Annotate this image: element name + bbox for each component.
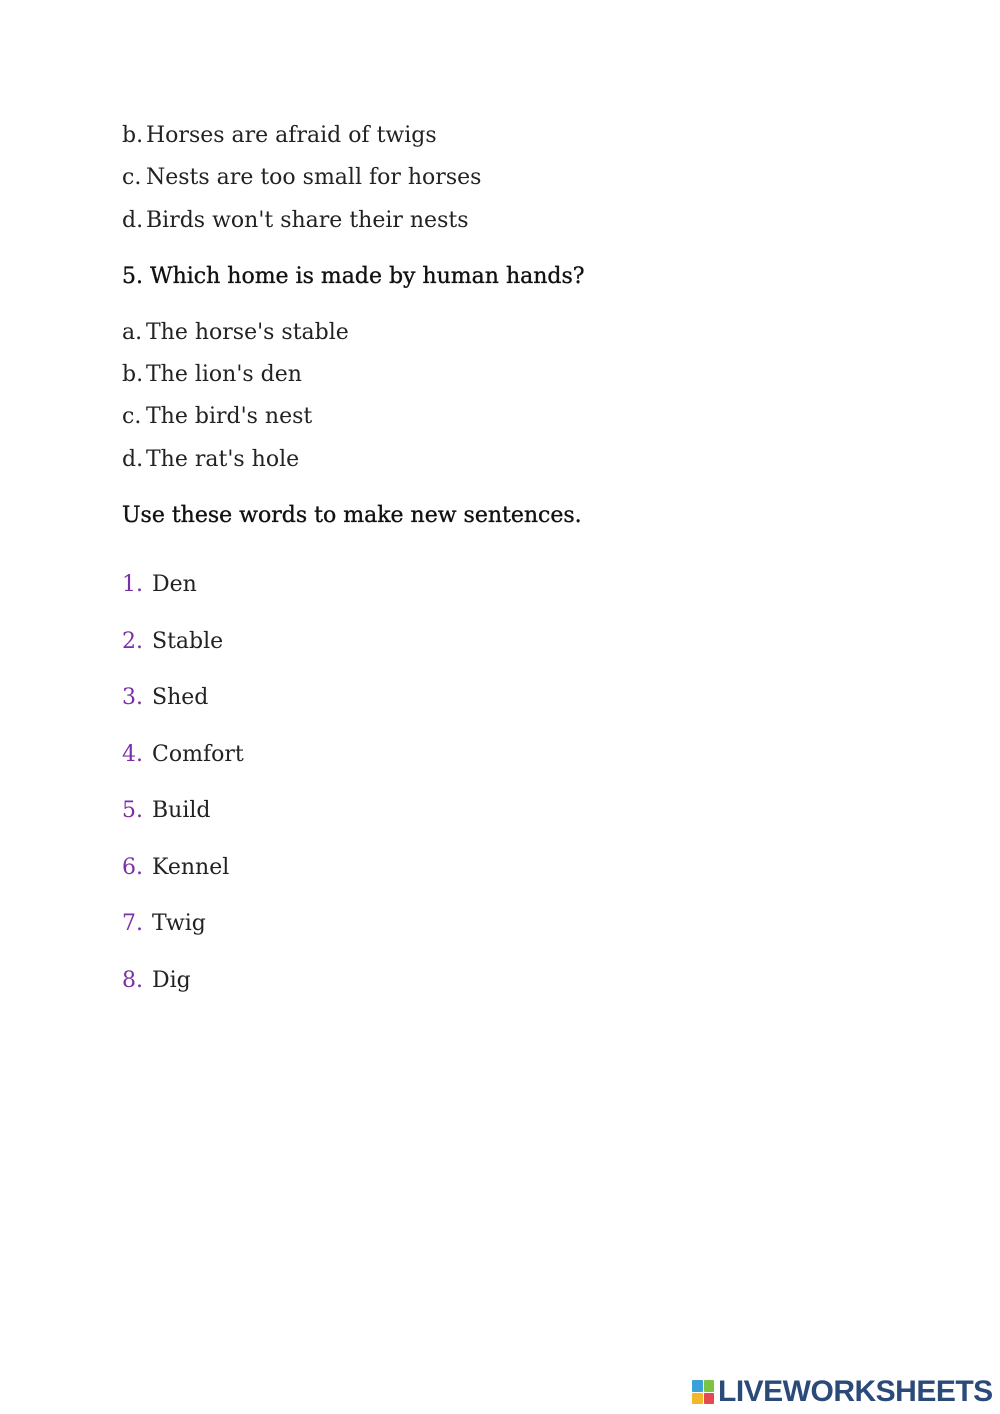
vocab-word: Build <box>152 798 211 823</box>
vocab-number: 6. <box>122 855 143 880</box>
vocab-number: 5. <box>122 798 143 823</box>
q4-option-d <box>122 207 469 235</box>
vocab-number: 2. <box>122 629 143 654</box>
question-5-prompt: 5. Which home is made by human hands? <box>122 264 585 289</box>
q5-option-c <box>122 403 312 431</box>
vocab-number: 8. <box>122 968 143 993</box>
logo-text: LIVEWORKSHEETS <box>718 1375 993 1408</box>
vocab-word: Dig <box>152 968 191 993</box>
option-text: Nests are too small for horses <box>146 165 482 190</box>
vocab-item <box>122 967 191 995</box>
liveworksheets-logo <box>692 1372 993 1412</box>
vocab-item <box>122 910 206 938</box>
option-letter: a. <box>122 320 143 345</box>
vocab-word: Stable <box>152 629 224 654</box>
vocab-word: Den <box>152 572 197 597</box>
option-letter: b. <box>122 362 144 387</box>
vocab-item <box>122 797 211 825</box>
q5-option-a <box>122 319 349 347</box>
q4-option-b <box>122 122 437 150</box>
vocab-word: Shed <box>152 685 209 710</box>
vocab-item <box>122 628 223 656</box>
q4-option-c <box>122 164 481 192</box>
option-text: The lion's den <box>146 362 302 387</box>
liveworksheets-logo-icon <box>692 1380 714 1404</box>
option-text: The horse's stable <box>146 320 349 345</box>
vocab-word: Comfort <box>152 742 244 767</box>
option-text: Horses are afraid of twigs <box>146 123 437 148</box>
vocab-item <box>122 571 197 599</box>
vocab-item <box>122 741 244 769</box>
vocab-number: 1. <box>122 572 143 597</box>
vocab-item <box>122 684 208 712</box>
option-letter: d. <box>122 447 144 472</box>
vocab-number: 7. <box>122 911 143 936</box>
q5-option-b <box>122 361 302 389</box>
option-letter: b. <box>122 123 144 148</box>
vocab-word: Kennel <box>152 855 230 880</box>
vocabulary-instruction: Use these words to make new sentences. <box>122 503 582 528</box>
vocab-word: Twig <box>152 911 206 936</box>
option-text: The bird's nest <box>146 404 313 429</box>
option-letter: d. <box>122 208 144 233</box>
option-text: Birds won't share their nests <box>146 208 469 233</box>
option-text: The rat's hole <box>146 447 300 472</box>
vocab-number: 4. <box>122 742 143 767</box>
vocab-number: 3. <box>122 685 143 710</box>
option-letter: c. <box>122 165 142 190</box>
option-letter: c. <box>122 404 142 429</box>
q5-option-d <box>122 446 299 474</box>
vocab-item <box>122 854 229 882</box>
